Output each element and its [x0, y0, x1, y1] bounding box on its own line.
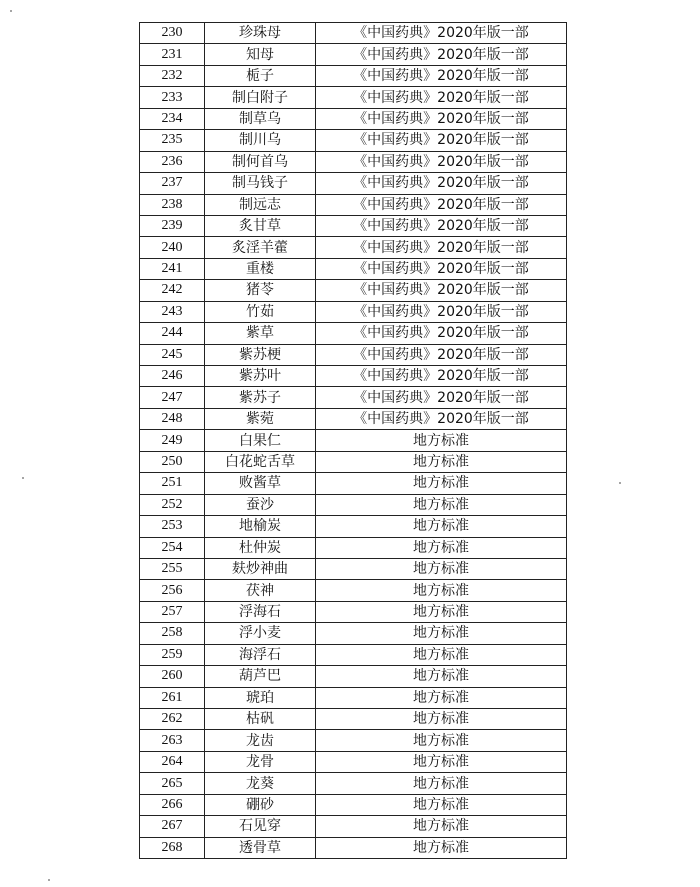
table-row	[140, 130, 567, 151]
standard-cell: 地方标准	[316, 837, 567, 858]
standard-cell: 地方标准	[316, 666, 567, 687]
standard-cell: 地方标准	[316, 494, 567, 515]
herb-name-cell: 重楼	[205, 258, 316, 279]
table-row	[140, 301, 567, 322]
standard-cell: 《中国药典》2020年版一部	[316, 344, 567, 365]
herb-name-cell: 龙齿	[205, 730, 316, 751]
herb-name-cell: 琥珀	[205, 687, 316, 708]
herb-name-cell: 炙甘草	[205, 215, 316, 236]
table-row	[140, 473, 567, 494]
table-row	[140, 194, 567, 215]
row-number-cell: 239	[140, 215, 205, 236]
table-row	[140, 366, 567, 387]
table-row	[140, 451, 567, 472]
table-row	[140, 387, 567, 408]
herb-name-cell: 地榆炭	[205, 516, 316, 537]
row-number-cell: 238	[140, 194, 205, 215]
table-row	[140, 601, 567, 622]
row-number-cell: 235	[140, 130, 205, 151]
table-row	[140, 687, 567, 708]
row-number-cell: 257	[140, 601, 205, 622]
standard-cell: 地方标准	[316, 794, 567, 815]
row-number-cell: 243	[140, 301, 205, 322]
scan-speck	[619, 482, 621, 484]
standard-cell: 《中国药典》2020年版一部	[316, 194, 567, 215]
table-row	[140, 173, 567, 194]
table-row	[140, 537, 567, 558]
standard-cell: 《中国药典》2020年版一部	[316, 87, 567, 108]
herb-name-cell: 制川乌	[205, 130, 316, 151]
herb-name-cell: 炙淫羊藿	[205, 237, 316, 258]
table-row	[140, 837, 567, 858]
table-row	[140, 730, 567, 751]
herb-name-cell: 龙葵	[205, 773, 316, 794]
table-row	[140, 623, 567, 644]
table-row	[140, 644, 567, 665]
row-number-cell: 241	[140, 258, 205, 279]
herb-name-cell: 制马钱子	[205, 173, 316, 194]
table-row	[140, 580, 567, 601]
row-number-cell: 252	[140, 494, 205, 515]
herb-name-cell: 透骨草	[205, 837, 316, 858]
table-body	[140, 23, 567, 859]
standard-cell: 地方标准	[316, 751, 567, 772]
table-row	[140, 709, 567, 730]
table-row	[140, 344, 567, 365]
standard-cell: 地方标准	[316, 430, 567, 451]
row-number-cell: 230	[140, 23, 205, 44]
standard-cell: 《中国药典》2020年版一部	[316, 44, 567, 65]
row-number-cell: 246	[140, 366, 205, 387]
table-row	[140, 23, 567, 44]
row-number-cell: 236	[140, 151, 205, 172]
standard-cell: 《中国药典》2020年版一部	[316, 151, 567, 172]
table-row	[140, 258, 567, 279]
standard-cell: 《中国药典》2020年版一部	[316, 108, 567, 129]
row-number-cell: 237	[140, 173, 205, 194]
herb-name-cell: 紫苏叶	[205, 366, 316, 387]
standard-cell: 地方标准	[316, 816, 567, 837]
row-number-cell: 250	[140, 451, 205, 472]
herb-name-cell: 龙骨	[205, 751, 316, 772]
row-number-cell: 240	[140, 237, 205, 258]
standard-cell: 《中国药典》2020年版一部	[316, 23, 567, 44]
table-row	[140, 666, 567, 687]
row-number-cell: 251	[140, 473, 205, 494]
scan-speck	[22, 477, 24, 479]
table-row	[140, 751, 567, 772]
standard-cell: 地方标准	[316, 580, 567, 601]
row-number-cell: 231	[140, 44, 205, 65]
standard-cell: 地方标准	[316, 644, 567, 665]
herb-name-cell: 紫菀	[205, 408, 316, 429]
row-number-cell: 233	[140, 87, 205, 108]
row-number-cell: 245	[140, 344, 205, 365]
standard-cell: 《中国药典》2020年版一部	[316, 65, 567, 86]
standard-cell: 《中国药典》2020年版一部	[316, 258, 567, 279]
row-number-cell: 267	[140, 816, 205, 837]
herb-name-cell: 石见穿	[205, 816, 316, 837]
row-number-cell: 248	[140, 408, 205, 429]
standard-cell: 《中国药典》2020年版一部	[316, 280, 567, 301]
standard-cell: 地方标准	[316, 473, 567, 494]
table-row	[140, 794, 567, 815]
standard-cell: 地方标准	[316, 687, 567, 708]
table-row	[140, 280, 567, 301]
standard-cell: 地方标准	[316, 601, 567, 622]
standard-cell: 《中国药典》2020年版一部	[316, 237, 567, 258]
row-number-cell: 244	[140, 323, 205, 344]
scan-speck	[48, 879, 50, 881]
herb-name-cell: 麸炒神曲	[205, 558, 316, 579]
standard-cell: 《中国药典》2020年版一部	[316, 130, 567, 151]
row-number-cell: 253	[140, 516, 205, 537]
herb-name-cell: 紫苏梗	[205, 344, 316, 365]
herb-name-cell: 竹茹	[205, 301, 316, 322]
table-row	[140, 516, 567, 537]
standard-cell: 地方标准	[316, 516, 567, 537]
table-row	[140, 65, 567, 86]
row-number-cell: 258	[140, 623, 205, 644]
table-row	[140, 816, 567, 837]
row-number-cell: 264	[140, 751, 205, 772]
row-number-cell: 242	[140, 280, 205, 301]
standard-cell: 《中国药典》2020年版一部	[316, 215, 567, 236]
herb-name-cell: 制草乌	[205, 108, 316, 129]
herb-name-cell: 杜仲炭	[205, 537, 316, 558]
table-row	[140, 87, 567, 108]
row-number-cell: 266	[140, 794, 205, 815]
row-number-cell: 259	[140, 644, 205, 665]
standard-cell: 地方标准	[316, 537, 567, 558]
herb-name-cell: 制远志	[205, 194, 316, 215]
herb-name-cell: 败酱草	[205, 473, 316, 494]
herb-name-cell: 硼砂	[205, 794, 316, 815]
standard-cell: 地方标准	[316, 730, 567, 751]
herb-name-cell: 枯矾	[205, 709, 316, 730]
herb-standard-table	[139, 22, 567, 859]
herb-name-cell: 浮小麦	[205, 623, 316, 644]
herb-name-cell: 栀子	[205, 65, 316, 86]
herb-name-cell: 葫芦巴	[205, 666, 316, 687]
row-number-cell: 260	[140, 666, 205, 687]
table-row	[140, 237, 567, 258]
row-number-cell: 255	[140, 558, 205, 579]
row-number-cell: 265	[140, 773, 205, 794]
herb-name-cell: 白花蛇舌草	[205, 451, 316, 472]
herb-name-cell: 猪苓	[205, 280, 316, 301]
standard-cell: 地方标准	[316, 623, 567, 644]
standard-cell: 地方标准	[316, 558, 567, 579]
herb-name-cell: 海浮石	[205, 644, 316, 665]
herb-name-cell: 制何首乌	[205, 151, 316, 172]
row-number-cell: 234	[140, 108, 205, 129]
standard-cell: 《中国药典》2020年版一部	[316, 173, 567, 194]
table-row	[140, 408, 567, 429]
row-number-cell: 254	[140, 537, 205, 558]
herb-name-cell: 紫苏子	[205, 387, 316, 408]
herb-name-cell: 茯神	[205, 580, 316, 601]
standard-cell: 地方标准	[316, 451, 567, 472]
row-number-cell: 261	[140, 687, 205, 708]
herb-name-cell: 珍珠母	[205, 23, 316, 44]
herb-name-cell: 制白附子	[205, 87, 316, 108]
table-row	[140, 151, 567, 172]
herb-name-cell: 浮海石	[205, 601, 316, 622]
table-row	[140, 323, 567, 344]
table-row	[140, 430, 567, 451]
table-row	[140, 215, 567, 236]
standard-cell: 《中国药典》2020年版一部	[316, 387, 567, 408]
row-number-cell: 256	[140, 580, 205, 601]
standard-cell: 地方标准	[316, 709, 567, 730]
table-row	[140, 44, 567, 65]
row-number-cell: 247	[140, 387, 205, 408]
herb-name-cell: 紫草	[205, 323, 316, 344]
standard-cell: 《中国药典》2020年版一部	[316, 301, 567, 322]
row-number-cell: 268	[140, 837, 205, 858]
table-row	[140, 494, 567, 515]
row-number-cell: 262	[140, 709, 205, 730]
herb-name-cell: 白果仁	[205, 430, 316, 451]
standard-cell: 《中国药典》2020年版一部	[316, 408, 567, 429]
herb-name-cell: 蚕沙	[205, 494, 316, 515]
row-number-cell: 232	[140, 65, 205, 86]
herb-name-cell: 知母	[205, 44, 316, 65]
row-number-cell: 263	[140, 730, 205, 751]
table-row	[140, 108, 567, 129]
table-row	[140, 558, 567, 579]
table-row	[140, 773, 567, 794]
standard-cell: 地方标准	[316, 773, 567, 794]
standard-cell: 《中国药典》2020年版一部	[316, 366, 567, 387]
row-number-cell: 249	[140, 430, 205, 451]
scan-speck	[10, 10, 12, 12]
standard-cell: 《中国药典》2020年版一部	[316, 323, 567, 344]
